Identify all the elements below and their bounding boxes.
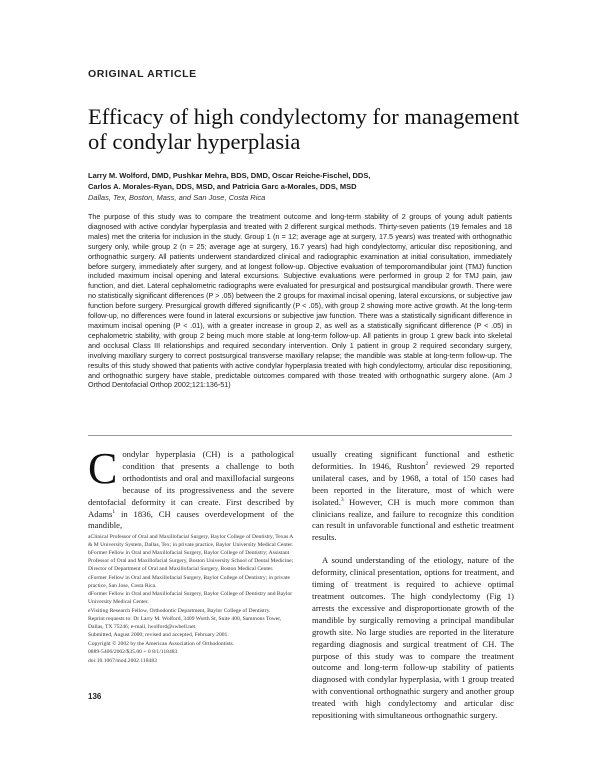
reference-marker: 1: [112, 508, 116, 515]
footnote: eVisiting Research Fellow, Orthodontic Department, Baylor College of Dentistry.: [88, 607, 271, 614]
reference-marker: 2: [425, 461, 429, 468]
paragraph: [312, 449, 514, 544]
article-title: Efficacy of high condylectomy for management of condylar hyperplasia: [88, 104, 520, 154]
footnote: aClinical Professor of Oral and Maxillofacial Surgery, Baylor College of Dentistry, Texas A & M University System, Dallas, Tex; in private practice, Baylor University Medical Center.: [88, 534, 294, 548]
drop-cap: C: [88, 444, 118, 493]
reprint-request: Reprint requests to: Dr Larry M. Wolford, 3409 Worth St, Suite 400, Sammons Tower, Dallas, TX 75246; e-mail, lwolford@swbell.net.: [88, 616, 282, 630]
paragraph-text: However, CH is much more common than clinicians realize, and failure to recognize this condition can result in unfavorable functional and esthetic treatment results.: [312, 496, 514, 543]
section-label: ORIGINAL ARTICLE: [88, 68, 197, 80]
paragraph-text: reviewed 29 reported unilateral cases, and by 1968, a total of 150 cases had been reported in the literature, most of which were isolated.: [312, 460, 514, 507]
footnote: dFormer Fellow in Oral and Maxillofacial Surgery, Baylor College of Dentistry and Baylor University Medical Center.: [88, 591, 293, 606]
intro-text-tail: in 1836, CH causes overdevelopment of the mandible,: [88, 508, 294, 531]
reference-marker: 3: [340, 496, 344, 503]
page-number: 136: [88, 692, 102, 701]
copyright: Copyright © 2002 by the American Association of Orthodontists.: [88, 640, 235, 647]
submission-dates: Submitted, August 2000; revised and accepted, February 2001.: [88, 632, 229, 639]
doi: doi:10.1067/mod.2002.118483: [88, 657, 157, 664]
footnote: bFormer Fellow in Oral and Maxillofacial Surgery, Baylor College of Dentistry; Assistant Professor of Oral and Maxillofacial Surgery, Boston University School of Dental Medicine; Director of Department of Oral and Maxillofacial Surgery, Boston Medical Center.: [88, 550, 294, 573]
author-list: [88, 170, 528, 192]
intro-right-column: [312, 449, 514, 722]
authors-line-1: Larry M. Wolford, DMD, Pushkar Mehra, BDS, DMD, Oscar Reiche-Fischel, DDS,: [88, 171, 371, 180]
intro-text: ondylar hyperplasia (CH) is a pathological condition that presents a challenge to both orthodontists and oral and maxillofacial surgeons because of its progressiveness and the severe dentofacial deformity it can create. First described by Adams: [88, 449, 294, 519]
footnotes: [88, 534, 296, 666]
footnote: cFormer Fellow in Oral and Maxillofacial Surgery, Baylor College of Dentistry; in private practice, San Jose, Costa Rica.: [88, 574, 290, 589]
authors-line-2: Carlos A. Morales-Ryan, DDS, MSD, and Patricia Garc a-Morales, DDS, MSD: [88, 182, 357, 191]
intro-left-column: [88, 444, 294, 532]
issn-code: 0889-5406/2002/$35.00 + 0 8/1/118483: [88, 649, 178, 656]
section-divider: [88, 435, 512, 436]
paragraph-text: usually creating significant functional and esthetic deformities. In 1946, Rushton: [312, 449, 514, 471]
paragraph: A sound understanding of the etiology, nature of the deformity, clinical presentation, options for treatment, and timing of treatment is required to achieve optimal treatment outcomes. The high condylectomy (Fig 1) arrests the excessive and disproportionate growth of the mandible by surgically removing a principal mandibular growth site. No large studies are reported in the literature regarding diagnosis and surgical treatment of CH. The purpose of this study was to compare the treatment outcome and long-term follow-up stability of patients diagnosed with condylar hyperplasia, with 1 group treated with conventional orthognathic surgery and another group treated with high condylectomy and articular disc repositioning with simultaneous orthognathic surgery.: [312, 555, 514, 721]
author-affiliation: Dallas, Tex, Boston, Mass, and San Jose, Costa Rica: [88, 193, 266, 202]
abstract: The purpose of this study was to compare the treatment outcome and long-term stability of 2 groups of young adult patients diagnosed with active condylar hyperplasia and treated with 2 different surgical methods. Thirty-seven patients (19 females and 18 males) met the criteria for inclusion in the study. Group 1 (n = 12; average age at surgery, 17.5 years) was treated with orthognathic surgery only, while group 2 (n = 25; average age at surgery, 16.7 years) had high condylectomy, articular disc repositioning, and orthognathic surgery. All patients underwent standardized clinical and radiographic examination at initial consultation, immediately before surgery, immediately after surgery, and at longest follow-up. Objective evaluation of temporomandibular joint (TMJ) function included maximum incisal opening and lateral excursions. Subjective evaluations were performed in group 2 for TMJ pain, jaw function, and diet. Lateral cephalometric radiographs were evaluated for presurgical and postsurgical mandibular growth. There were no statistically significant differences (P > .05) between the 2 groups for maximal incisal opening, lateral excursions, or subjective jaw function before surgery. Presurgical growth differed significantly (P < .05), with group 2 showing more active growth. At the long-term follow-up, no differences were found in lateral excursions or subjective jaw function. There was a statistically significant difference in maximum incisal opening (P < .01), with a greater increase in group 2, as well as a statistically significant difference (P < .05) in cephalometric stability, with group 2 being much more stable at long-term follow-up. All patients in group 1 grew back into skeletal and occlusal Class III relationships and required secondary intervention. Only 1 patient in group 2 required secondary surgery, involving maxillary surgery to correct postsurgical transverse maxillary relapse; the mandible was stable at long-term follow-up. The results of this study showed that patients with active condylar hyperplasia treated with high condylectomy, articular disc repositioning, and orthognathic surgery have stable, predictable outcomes compared with those treated with orthognathic surgery alone. (Am J Orthod Dentofacial Orthop 2002;121:136-51): [88, 212, 512, 390]
